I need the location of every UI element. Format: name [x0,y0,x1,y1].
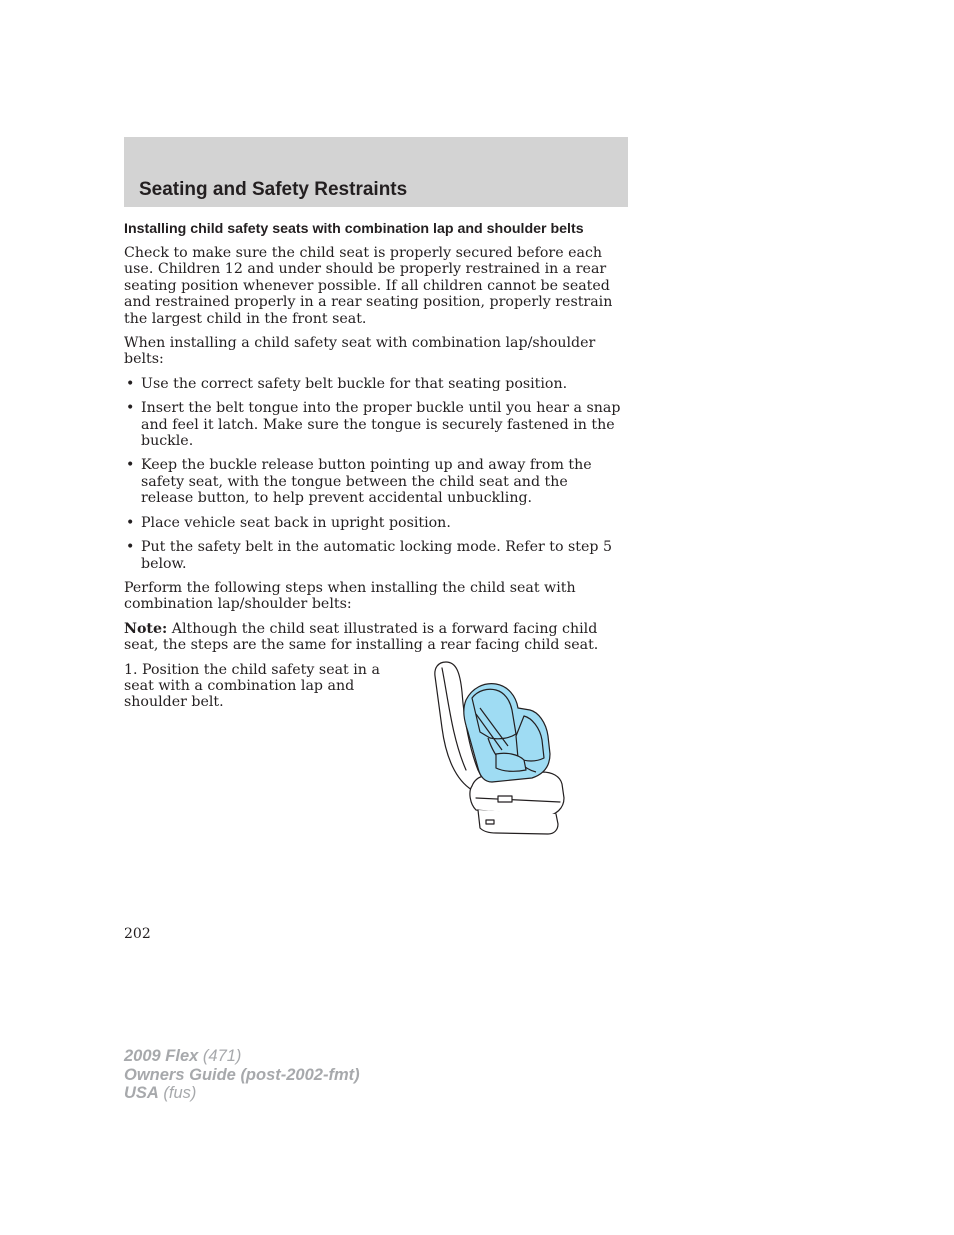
bullet-marker: • [126,400,135,417]
list-item-text: Place vehicle seat back in upright position. [141,514,451,531]
list-item [124,400,624,449]
list-item-text: Keep the buckle release button pointing up and away from the safety seat, with the tongue between the child seat and the release button, to help prevent accidental unbuckling. [141,457,592,507]
footer-line-2 [124,1066,360,1085]
step-1-row [124,662,624,852]
subheading: Installing child safety seats with combination lap and shoulder belts [124,221,584,237]
list-item [124,539,624,572]
footer [124,1047,360,1103]
lead-in-paragraph: When installing a child safety seat with combination lap/shoulder belts: [124,335,596,368]
list-item-text: Put the safety belt in the automatic locking mode. Refer to step 5 below. [141,539,613,572]
footer-line-1 [124,1047,360,1066]
section-title: Seating and Safety Restraints [139,179,408,200]
footer-line-3 [124,1084,360,1103]
list-item-text: Insert the belt tongue into the proper buckle until you hear a snap and feel it latch. Make sure the tongue is securely fastened in the buckle. [141,400,621,450]
bullet-list [124,376,624,572]
footer-market-code: (fus) [158,1084,197,1102]
list-item [124,457,624,506]
bullet-marker: • [126,539,135,556]
list-item [124,376,624,392]
note-text: Although the child seat illustrated is a forward facing child seat, the steps are the same for installing a rear facing child seat. [124,620,599,654]
list-item-text: Use the correct safety belt buckle for that seating position. [141,375,568,392]
bullet-marker: • [126,514,135,531]
step-1-text: 1. Position the child safety seat in a seat with a combination lap and shoulder belt. [124,661,380,711]
child-seat-illustration [432,658,578,836]
footer-guide: Owners Guide (post-2002-fmt) [124,1065,360,1084]
page-number: 202 [124,926,151,942]
note-paragraph [124,621,624,654]
section-header-band [124,137,628,207]
note-label: Note: [124,620,168,637]
page-content [124,221,624,852]
bullet-marker: • [126,375,135,392]
footer-model-code: (471) [198,1047,242,1065]
intro-paragraph: Check to make sure the child seat is properly secured before each use. Children 12 and under should be properly restrained in a rear seating position whenever possible. If all children cannot be seated and restrained properly in a rear seating position, properly restrain the largest child in the front seat. [124,245,613,327]
list-item [124,515,624,531]
seat-handle [498,796,512,802]
footer-model: 2009 Flex [124,1047,199,1065]
footer-market: USA [124,1084,159,1102]
steps-intro-paragraph: Perform the following steps when installing the child seat with combination lap/shoulder belts: [124,579,576,613]
seat-base-slot [486,820,494,824]
bullet-marker: • [126,457,135,474]
